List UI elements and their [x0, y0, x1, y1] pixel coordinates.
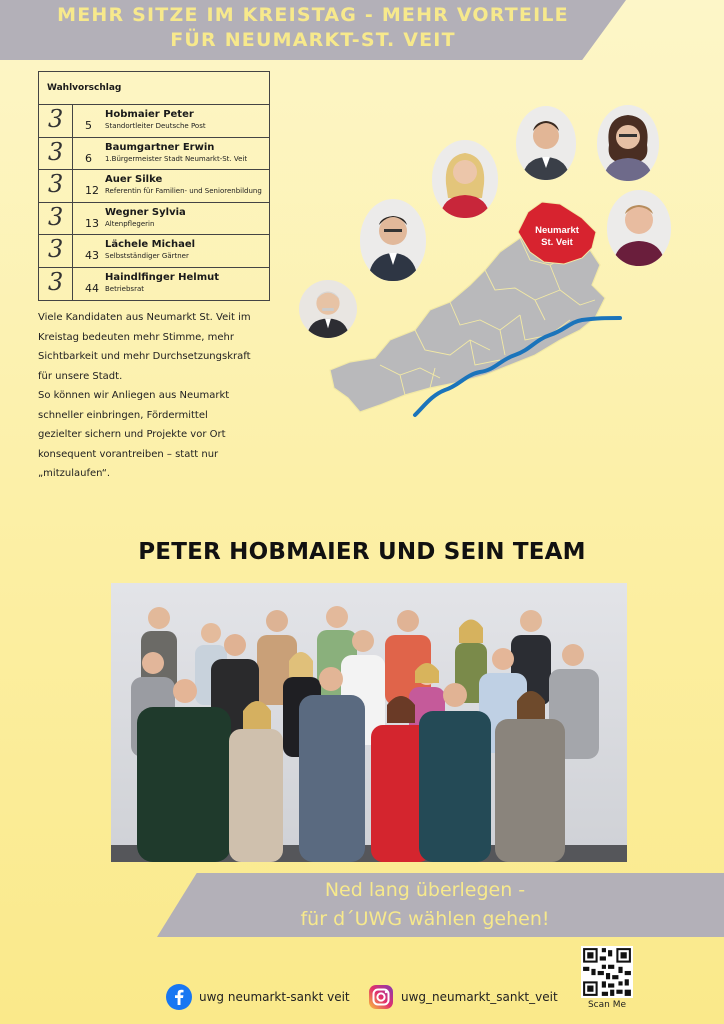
candidate-role: Standortleiter Deutsche Post — [105, 122, 206, 130]
slogan-text — [190, 876, 660, 934]
intro-line: für unsere Stadt. — [38, 370, 123, 382]
candidate-info — [105, 105, 269, 137]
ballot-row — [39, 138, 269, 171]
instagram-icon — [368, 984, 394, 1010]
header-line-2: FÜR NEUMARKT-ST. VEIT — [170, 29, 456, 51]
candidate-number: 44 — [85, 281, 99, 295]
vote-cell — [39, 203, 73, 235]
candidate-role: Altenpflegerin — [105, 219, 155, 228]
candidate-info — [105, 138, 269, 170]
instagram-handle[interactable]: uwg_neumarkt_sankt_veit — [401, 990, 558, 1004]
candidate-info — [105, 203, 269, 235]
intro-line: Sichtbarkeit und mehr Durchsetzungskraft — [38, 351, 251, 362]
candidate-name: Haindlfinger Helmut — [105, 271, 220, 283]
qr-label: Scan Me — [587, 1000, 627, 1010]
intro-line: Viele Kandidaten aus Neumarkt St. Veit im — [38, 312, 251, 323]
ballot-row — [39, 203, 269, 236]
vote-count: 3 — [48, 137, 64, 166]
ballot-row — [39, 105, 269, 138]
candidate-info — [105, 268, 269, 301]
candidate-number: 12 — [85, 184, 99, 197]
team-photo — [111, 583, 627, 862]
candidate-name: Auer Silke — [105, 174, 163, 185]
team-title: PETER HOBMAIER UND SEIN TEAM — [138, 539, 586, 565]
ballot-row — [39, 235, 269, 268]
vote-count: 3 — [48, 267, 64, 296]
vote-cell — [39, 268, 73, 301]
vote-cell — [39, 105, 73, 137]
ballot-table — [38, 71, 270, 301]
vote-count: 3 — [48, 235, 64, 263]
vote-cell — [39, 170, 73, 202]
ballot-row — [39, 268, 269, 301]
candidate-name: Lächele Michael — [105, 239, 196, 250]
vote-count: 3 — [48, 170, 64, 198]
portrait-hobmaier — [516, 106, 576, 180]
map-label-neumarkt: Neumarkt — [535, 225, 579, 236]
candidate-number: 5 — [85, 119, 92, 132]
candidate-role: Selbstständiger Gärtner — [105, 252, 189, 260]
portrait-baumgartner — [360, 199, 426, 281]
candidate-info — [105, 170, 269, 202]
header-title — [0, 3, 626, 53]
portrait-haindlfinger — [299, 280, 357, 338]
vote-cell — [39, 138, 73, 170]
candidate-name: Hobmaier Peter — [105, 109, 194, 120]
vote-count: 3 — [48, 105, 64, 133]
vote-count: 3 — [48, 202, 64, 231]
candidate-info — [105, 235, 269, 267]
portrait-wegner — [597, 105, 659, 181]
qr-code[interactable] — [581, 946, 633, 998]
candidate-name: Baumgartner Erwin — [105, 141, 215, 153]
slogan-line-2: für d´UWG wählen gehen! — [300, 908, 550, 930]
intro-line: „mitzulaufen“. — [38, 468, 111, 479]
portrait-laechele — [607, 190, 671, 266]
ballot-row — [39, 170, 269, 203]
instagram-link[interactable] — [368, 984, 558, 1010]
intro-line: gezielter sichern und Projekte vor Ort — [38, 429, 226, 440]
facebook-handle[interactable]: uwg neumarkt-sankt veit — [199, 990, 350, 1004]
candidate-role: 1.Bürgermeister Stadt Neumarkt-St. Veit — [105, 154, 248, 163]
candidate-number: 43 — [85, 249, 99, 262]
slogan-line-1: Ned lang überlegen - — [324, 879, 526, 901]
intro-line: konsequent vorantreiben – statt nur — [38, 448, 219, 460]
ballot-title: Wahlvorschlag — [39, 72, 269, 105]
map-label-st-veit: St. Veit — [541, 237, 573, 248]
facebook-icon — [166, 984, 192, 1010]
candidate-number: 13 — [85, 216, 99, 230]
intro-text — [38, 308, 278, 484]
facebook-link[interactable] — [166, 984, 350, 1010]
candidate-name: Wegner Sylvia — [105, 206, 186, 218]
intro-line: schneller einbringen, Fördermittel — [38, 409, 208, 421]
header-line-1: MEHR SITZE IM KREISTAG - MEHR VORTEILE — [57, 4, 569, 26]
intro-line: Kreistag bedeuten mehr Stimme, mehr — [38, 331, 234, 343]
candidate-role: Referentin für Familien- und Seniorenbildung — [105, 187, 262, 195]
candidate-number: 6 — [85, 151, 92, 165]
candidate-role: Betriebsrat — [105, 284, 144, 293]
vote-cell — [39, 235, 73, 267]
intro-line: So können wir Anliegen aus Neumarkt — [38, 390, 230, 401]
portrait-auer — [432, 140, 498, 218]
